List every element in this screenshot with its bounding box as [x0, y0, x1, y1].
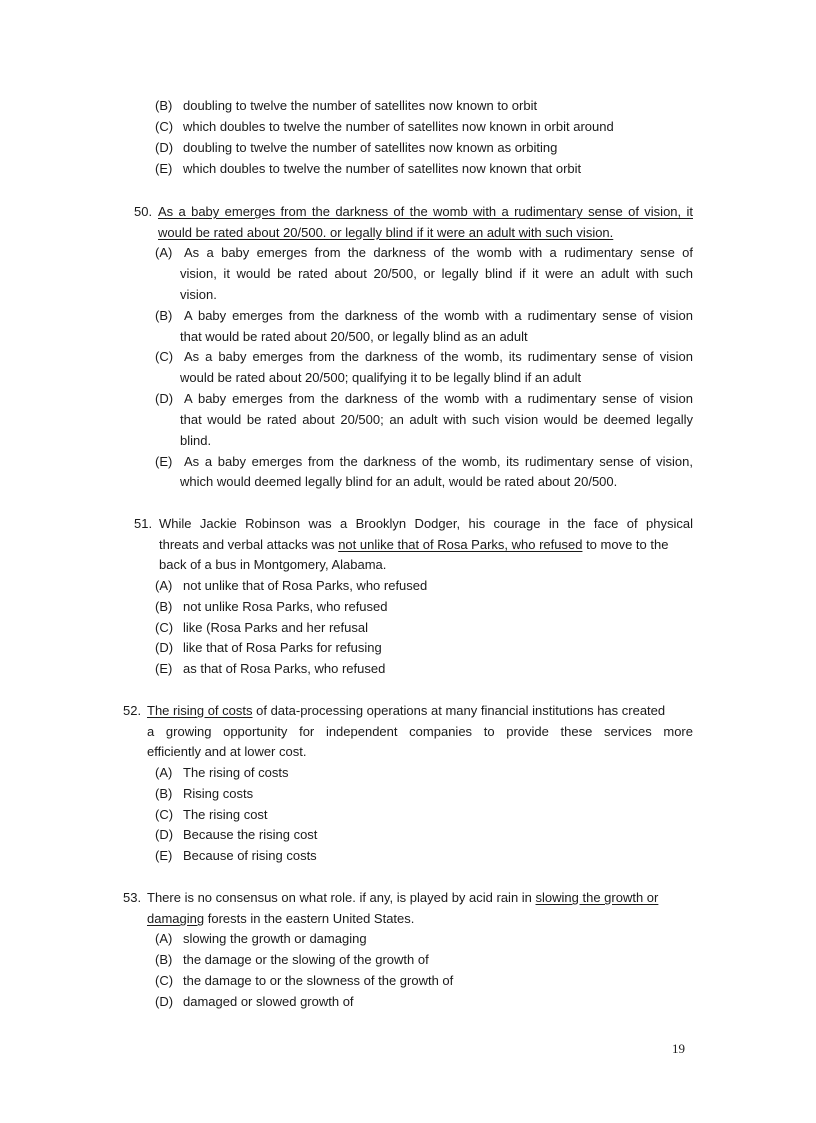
q51-option-b	[155, 599, 388, 615]
q50-option-c-label: (C)	[155, 349, 174, 364]
page-number: 19	[672, 1041, 685, 1056]
q49-option-b	[155, 98, 537, 114]
q49-option-d	[155, 140, 557, 156]
option-text: doubling to twelve the number of satellites now known to orbit	[183, 98, 538, 113]
option-text: not unlike that of Rosa Parks, who refused	[183, 578, 428, 593]
q53-stem-text: forests in the eastern United States.	[204, 911, 415, 926]
q50-number: 50.	[134, 204, 153, 219]
q49-option-e	[155, 161, 581, 177]
option-text: damaged or slowed growth of	[183, 994, 354, 1009]
q52-stem-text: of data-processing operations at many financial institutions has created	[252, 703, 666, 718]
q50-option-c-line1: As a baby emerges from the darkness of the womb, its rudimentary sense of vision	[184, 349, 693, 364]
q51-option-a	[155, 578, 427, 594]
q49-option-c	[155, 119, 614, 135]
option-label: (A)	[155, 578, 173, 593]
q53-stem-underlined: damaging	[147, 911, 205, 926]
q52-option-c	[155, 807, 268, 823]
q50-option-d-line3: blind.	[180, 433, 212, 448]
q51-option-e	[155, 661, 385, 677]
q52-stem-underlined: The rising of costs	[147, 703, 253, 718]
option-text: The rising cost	[183, 807, 268, 822]
option-label: (C)	[155, 119, 174, 134]
q50-option-d-line1: A baby emerges from the darkness of the womb with a rudimentary sense of vision	[184, 391, 693, 406]
option-label: (E)	[155, 848, 173, 863]
q53-option-b	[155, 952, 429, 968]
q53-option-a	[155, 931, 367, 947]
q52-stem-line1	[147, 703, 665, 719]
q52-stem-line2: a growing opportunity for independent companies to provide these services more	[147, 724, 693, 739]
q51-stem-line1: While Jackie Robinson was a Brooklyn Dodger, his courage in the face of physical	[159, 516, 693, 531]
option-text: the damage to or the slowness of the growth of	[183, 973, 454, 988]
option-text: as that of Rosa Parks, who refused	[183, 661, 386, 676]
option-text: doubling to twelve the number of satellites now known as orbiting	[183, 140, 558, 155]
q50-option-b-label: (B)	[155, 308, 173, 323]
option-label: (D)	[155, 827, 174, 842]
q52-stem-line3: efficiently and at lower cost.	[147, 744, 307, 759]
option-text: Rising costs	[183, 786, 254, 801]
option-label: (E)	[155, 161, 173, 176]
q50-option-a-label: (A)	[155, 245, 173, 260]
option-label: (D)	[155, 994, 174, 1009]
q50-stem-line2	[158, 225, 613, 241]
option-label: (B)	[155, 786, 173, 801]
q53-option-c	[155, 973, 453, 989]
option-label: (A)	[155, 931, 173, 946]
q53-option-d	[155, 994, 354, 1010]
q51-number: 51.	[134, 516, 153, 531]
q53-stem-text: There is no consensus on what role. if any, is played by acid rain in	[147, 890, 536, 905]
q50-option-b-line2: that would be rated about 20/500, or legally blind as an adult	[180, 329, 528, 344]
q50-option-e-line1: As a baby emerges from the darkness of the womb, its rudimentary sense of vision,	[184, 454, 693, 469]
q50-option-b-line1: A baby emerges from the darkness of the womb with a rudimentary sense of vision	[184, 308, 693, 323]
q51-option-c	[155, 620, 368, 636]
option-label: (C)	[155, 973, 174, 988]
q51-stem-underlined: not unlike that of Rosa Parks, who refused	[338, 537, 583, 552]
option-label: (E)	[155, 661, 173, 676]
q53-stem-line2	[147, 911, 414, 927]
option-label: (D)	[155, 140, 174, 155]
q51-stem-text: to move to the	[582, 537, 669, 552]
option-text: which doubles to twelve the number of satellites now known that orbit	[183, 161, 582, 176]
q52-option-e	[155, 848, 317, 864]
q50-option-e-label: (E)	[155, 454, 173, 469]
q53-stem-line1	[147, 890, 658, 906]
q52-option-a	[155, 765, 289, 781]
option-text: which doubles to twelve the number of satellites now known in orbit around	[183, 119, 614, 134]
q50-option-a-line3: vision.	[180, 287, 217, 302]
q50-option-e-line2: which would deemed legally blind for an adult, would be rated about 20/500.	[180, 474, 618, 489]
q52-number: 52.	[123, 703, 142, 718]
q50-option-d-label: (D)	[155, 391, 174, 406]
option-label: (D)	[155, 640, 174, 655]
q53-stem-underlined: slowing the growth or	[535, 890, 659, 905]
q50-option-d-line2: that would be rated about 20/500; an adult with such vision would be deemed legally	[180, 412, 693, 427]
q50-option-a-line2: vision, it would be rated about 20/500, or legally blind if it were an adult with such	[180, 266, 693, 281]
q50-stem-underlined: As a baby emerges from the darkness of the womb with a rudimentary sense of vision, it	[158, 204, 693, 219]
option-label: (B)	[155, 599, 173, 614]
option-text: The rising of costs	[183, 765, 289, 780]
option-text: slowing the growth or damaging	[183, 931, 367, 946]
option-label: (C)	[155, 620, 174, 635]
q50-stem-line1	[158, 204, 693, 220]
option-label: (B)	[155, 952, 173, 967]
q51-option-d	[155, 640, 382, 656]
option-text: Because the rising cost	[183, 827, 318, 842]
q51-stem-line3: back of a bus in Montgomery, Alabama.	[159, 557, 387, 572]
q50-option-a-line1: As a baby emerges from the darkness of the womb with a rudimentary sense of	[184, 245, 693, 260]
option-text: like (Rosa Parks and her refusal	[183, 620, 368, 635]
q51-stem-text: threats and verbal attacks was	[159, 537, 339, 552]
option-text: the damage or the slowing of the growth of	[183, 952, 429, 967]
q52-option-d	[155, 827, 317, 843]
option-label: (C)	[155, 807, 174, 822]
q50-option-c-line2: would be rated about 20/500; qualifying it to be legally blind if an adult	[180, 370, 582, 385]
option-label: (B)	[155, 98, 173, 113]
option-text: not unlike Rosa Parks, who refused	[183, 599, 388, 614]
q51-stem-line2	[159, 537, 668, 553]
q53-number: 53.	[123, 890, 142, 905]
option-text: like that of Rosa Parks for refusing	[183, 640, 382, 655]
option-text: Because of rising costs	[183, 848, 317, 863]
q50-stem-underlined: would be rated about 20/500. or legally blind if it were an adult with such vision.	[158, 225, 614, 240]
option-label: (A)	[155, 765, 173, 780]
q52-option-b	[155, 786, 253, 802]
